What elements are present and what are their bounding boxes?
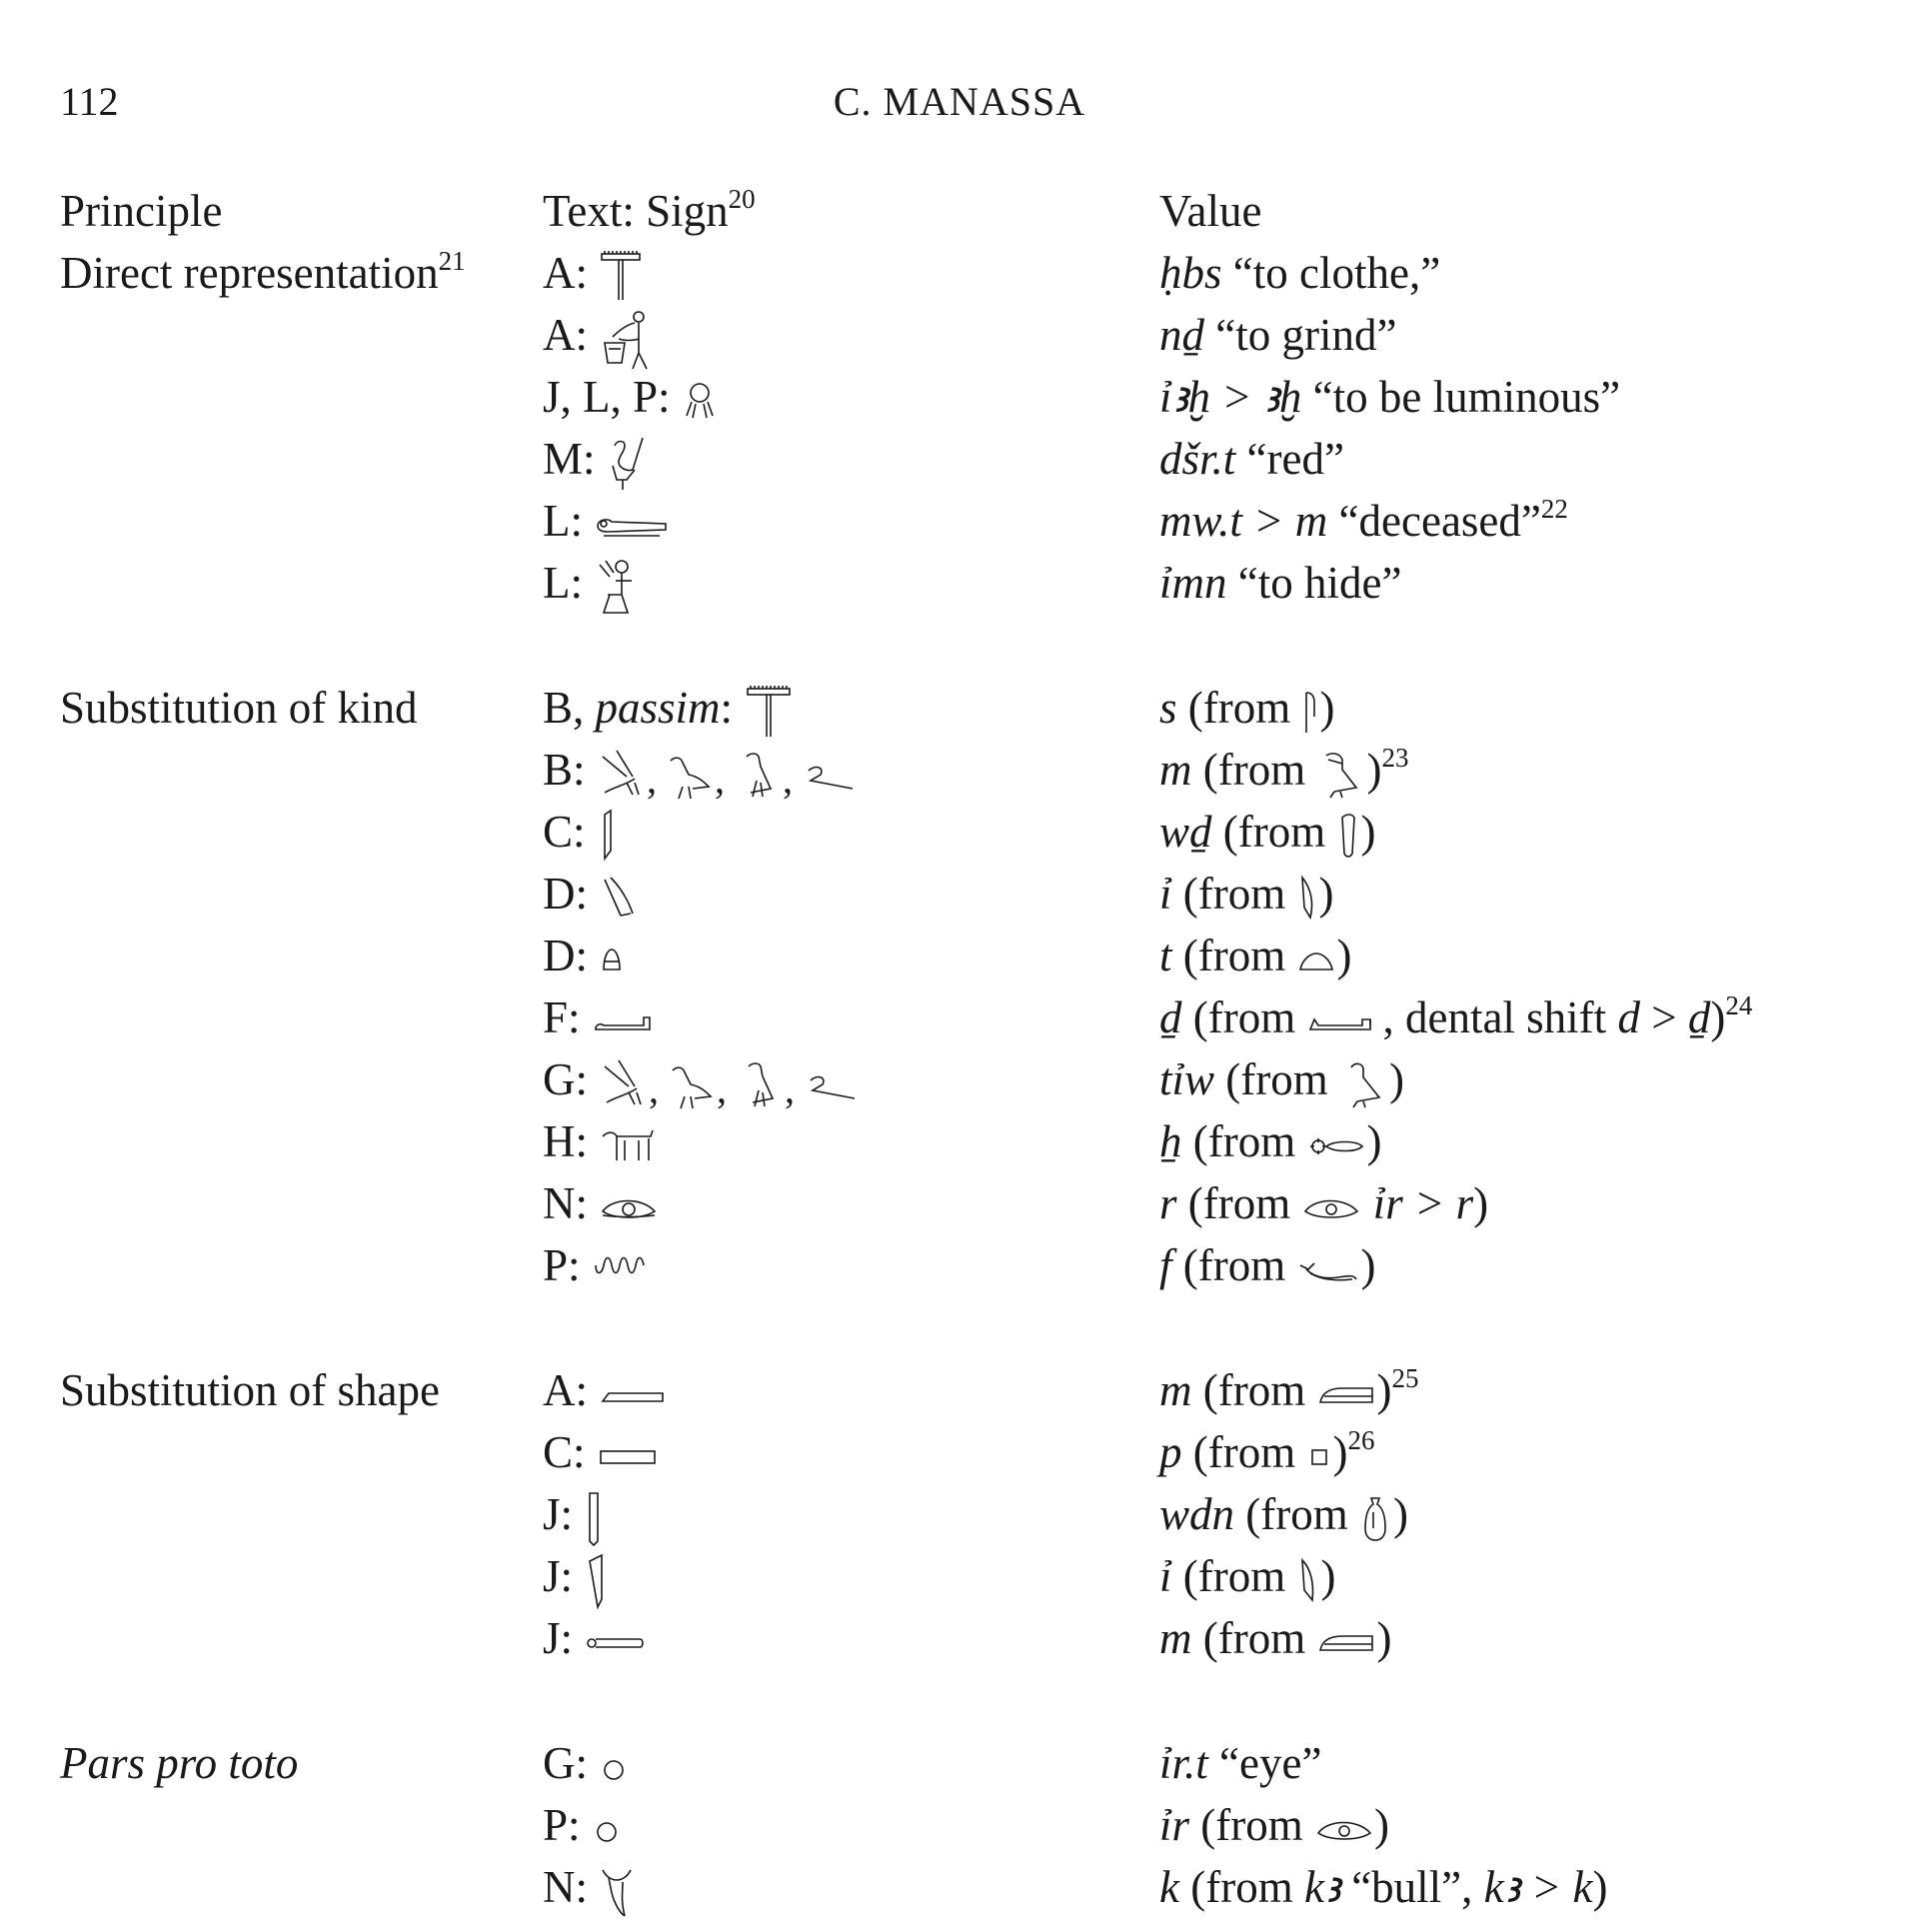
table-row xyxy=(0,1794,1919,1856)
value-cell: t (from ) xyxy=(1159,931,1352,980)
sign-cell: P: xyxy=(543,1234,650,1296)
table-row xyxy=(0,1545,1919,1607)
libation-vase-glyph-icon xyxy=(1359,1494,1393,1544)
sign-cell: L: xyxy=(543,490,670,552)
horned-viper-glyph-icon xyxy=(1296,1255,1360,1285)
sign-cell: J: xyxy=(543,1483,604,1549)
table-row xyxy=(0,1234,1919,1296)
bread-loaf-glyph-icon xyxy=(599,944,625,977)
owl-glyph-icon xyxy=(1316,750,1366,800)
value-cell: k (from kꜣ “bull”, kꜣ > k) xyxy=(1159,1862,1608,1912)
svg-text:,: , xyxy=(646,756,657,802)
table-row xyxy=(0,490,1919,552)
principle-pars: Pars pro toto xyxy=(60,1738,299,1788)
mace-glyph-icon xyxy=(599,250,643,306)
rectangle-glyph-icon xyxy=(597,1445,659,1469)
value-cell: m (from ) xyxy=(1159,1613,1392,1663)
sign-cell: G: xyxy=(543,1732,629,1794)
seated-man-glyph-icon xyxy=(594,557,642,619)
reed-leaf-glyph-icon xyxy=(1296,874,1318,924)
header-principle: Principle xyxy=(60,186,223,236)
sandal-strap-glyph-icon xyxy=(584,1631,648,1655)
papyrus-column-glyph-icon xyxy=(1336,812,1360,862)
footnote-ref: 23 xyxy=(1381,743,1409,773)
table-row xyxy=(0,1483,1919,1545)
principle-kind: Substitution of kind xyxy=(60,683,418,733)
sign-cell: D: xyxy=(543,925,625,986)
table-row xyxy=(0,677,1919,739)
sign-cell: B: , , , xyxy=(543,739,907,803)
table-row xyxy=(0,925,1919,986)
footnote-ref: 24 xyxy=(1725,990,1753,1020)
footnote-ref: 25 xyxy=(1391,1363,1419,1393)
ribs-glyph-icon xyxy=(1316,1630,1376,1656)
svg-text:,: , xyxy=(714,756,725,802)
value-cell: ḏ (from , dental shift d > ḏ)$^{24}$ xyxy=(1159,990,1753,1042)
cobra-flat-glyph-icon xyxy=(592,1007,656,1037)
table-row xyxy=(0,1607,1919,1669)
reed-leaf-glyph-icon xyxy=(584,1551,608,1611)
eye-glyph-icon xyxy=(1301,1193,1361,1223)
sign-cell: L: xyxy=(543,552,642,619)
value-cell: p (from )$^{26}$ xyxy=(1159,1425,1375,1477)
header-value: Value xyxy=(1159,186,1262,236)
hand-glyph-icon xyxy=(1306,1007,1382,1037)
table-row xyxy=(0,1172,1919,1234)
sign-cell: F: xyxy=(543,986,656,1048)
reed-leaves-glyph-icon xyxy=(599,874,639,924)
value-cell: ỉmn “to hide” xyxy=(1159,558,1402,608)
sign-cell: B, passim: xyxy=(543,677,794,741)
principle-shape: Substitution of shape xyxy=(60,1365,440,1415)
animal-belly-glyph-icon xyxy=(599,1126,657,1166)
table-row xyxy=(0,1110,1919,1172)
sign-cell: C: xyxy=(543,801,619,865)
value-cell: m (from )$^{23}$ xyxy=(1159,739,1408,801)
table-row xyxy=(0,1856,1919,1918)
circle-glyph-icon xyxy=(599,1753,629,1783)
stool-glyph-icon xyxy=(1306,1444,1332,1470)
table-row xyxy=(0,304,1919,366)
eye-glyph-icon xyxy=(599,1193,659,1223)
papyrus-stem-glyph-icon xyxy=(597,809,619,865)
sign-cell: J: xyxy=(543,1545,608,1611)
table-row xyxy=(0,1359,1919,1421)
table-header xyxy=(0,180,1919,242)
value-cell: tỉw (from ) xyxy=(1159,1048,1404,1110)
bird-group-glyph-icon xyxy=(599,1056,909,1112)
sign-cell: H: xyxy=(543,1110,657,1172)
table-row xyxy=(0,1048,1919,1110)
table-row xyxy=(0,1421,1919,1483)
sign-cell: A: xyxy=(543,242,643,306)
sign-cell: N: xyxy=(543,1172,659,1234)
tall-stem-glyph-icon xyxy=(584,1489,604,1549)
principle-direct: Direct representation$^{21}$ xyxy=(60,246,466,298)
sign-cell: M: xyxy=(543,428,647,492)
page-number: 112 xyxy=(60,79,119,124)
table-row xyxy=(0,863,1919,925)
vulture-glyph-icon xyxy=(1339,1059,1389,1109)
value-cell: nḏ “to grind” xyxy=(1159,310,1397,360)
folded-cloth-glyph-icon xyxy=(1301,689,1319,737)
value-cell: mw.t > m “deceased”$^{22}$ xyxy=(1159,494,1568,546)
value-cell: m (from )$^{25}$ xyxy=(1159,1363,1419,1415)
water-ripple-glyph-icon xyxy=(592,1255,650,1285)
sign-cell: D: xyxy=(543,863,639,925)
value-cell: ỉ (from ) xyxy=(1159,1545,1335,1607)
value-cell: ỉr.t “eye” xyxy=(1159,1738,1322,1788)
ribs-glyph-icon xyxy=(1316,1382,1376,1408)
table-row xyxy=(0,552,1919,614)
value-cell: ḥbs “to clothe,” xyxy=(1159,248,1441,298)
footnote-ref: 26 xyxy=(1347,1425,1375,1455)
sign-cell: J: xyxy=(543,1607,648,1669)
placenta-glyph-icon xyxy=(1306,1131,1366,1161)
value-cell: ỉ (from ) xyxy=(1159,863,1333,925)
table-row xyxy=(0,986,1919,1048)
grinding-man-glyph-icon xyxy=(599,309,655,371)
svg-text:,: , xyxy=(782,756,793,802)
bull-head-glyph-icon xyxy=(599,1864,635,1920)
circle-glyph-icon xyxy=(592,1815,622,1845)
bread-dome-glyph-icon xyxy=(1296,946,1336,975)
bird-group-glyph-icon xyxy=(597,747,907,803)
sign-cell: J, L, P: xyxy=(543,366,718,428)
sign-cell: C: xyxy=(543,1421,659,1483)
sign-cell: N: xyxy=(543,1856,635,1920)
flat-block-glyph-icon xyxy=(599,1383,667,1407)
table-row xyxy=(0,739,1919,801)
value-cell: ỉꜣḫ > ꜣḫ “to be luminous” xyxy=(1159,372,1621,422)
sign-cell: P: xyxy=(543,1794,622,1856)
sign-cell: G: , , , xyxy=(543,1048,909,1112)
table-row xyxy=(0,428,1919,490)
eye-glyph-icon xyxy=(1314,1815,1374,1845)
flamingo-glyph-icon xyxy=(607,436,647,492)
sign-cell: A: xyxy=(543,304,655,371)
svg-text:,: , xyxy=(649,1065,660,1111)
value-cell: wḏ (from ) xyxy=(1159,801,1375,863)
value-cell: f (from ) xyxy=(1159,1240,1376,1290)
radiant-disk-glyph-icon xyxy=(682,380,718,424)
svg-text:,: , xyxy=(785,1065,796,1111)
footnote-ref: 21 xyxy=(438,246,466,276)
recumbent-body-glyph-icon xyxy=(594,510,670,542)
value-cell: s (from ) xyxy=(1159,677,1334,739)
footnote-ref: 20 xyxy=(728,184,756,214)
value-cell: dšr.t “red” xyxy=(1159,434,1344,484)
footnote-ref: 22 xyxy=(1540,494,1568,524)
mace-glyph-icon xyxy=(744,685,794,741)
value-cell: r (from ỉr > r) xyxy=(1159,1178,1489,1228)
value-cell: ẖ (from ) xyxy=(1159,1116,1382,1166)
table-row xyxy=(0,366,1919,428)
running-head: C. MANASSA xyxy=(833,79,1086,124)
table-row xyxy=(0,801,1919,863)
header-text-sign: Text: Sign$^{20}$ xyxy=(543,184,756,236)
table-row xyxy=(0,242,1919,304)
value-cell: ỉr (from ) xyxy=(1159,1800,1389,1850)
value-cell: wdn (from ) xyxy=(1159,1483,1408,1545)
table-row xyxy=(0,1732,1919,1794)
reed-leaf-glyph-icon xyxy=(1296,1556,1320,1606)
sign-cell: A: xyxy=(543,1359,667,1421)
svg-text:,: , xyxy=(717,1065,728,1111)
